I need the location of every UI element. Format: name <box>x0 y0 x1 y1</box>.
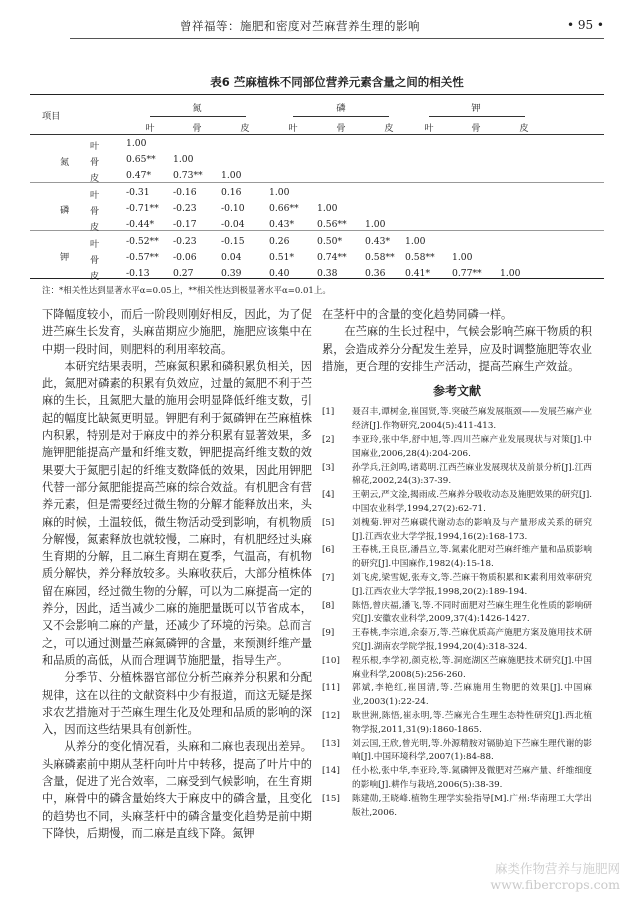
table-cell: -0.06 <box>173 252 197 264</box>
reference-item <box>322 434 592 462</box>
table-cell: 0.36 <box>365 268 386 280</box>
row-part-label: 叶 <box>90 239 100 251</box>
row-group-label: 氮 <box>60 156 70 168</box>
reference-number: [12] <box>322 711 340 722</box>
reference-item <box>322 710 592 738</box>
col-part-header: 叶 <box>145 123 155 134</box>
reference-number: [14] <box>322 766 340 777</box>
reference-text: 刘云国,王欣,曾光明,等.外源精胺对镉胁迫下苎麻生理代谢的影响[J].中国环境科学,2007(1):84-88. <box>352 738 592 763</box>
table-cell: -0.13 <box>126 268 150 280</box>
table-cell: 0.40 <box>269 268 290 280</box>
reference-text: 陈建勋,王晓峰.植物生理学实验指导[M].广州:华南理工大学出版社,2006. <box>352 793 592 818</box>
table-cell: 0.38 <box>317 268 338 280</box>
page-number: • 95 • <box>566 18 604 32</box>
col-part-header: 叶 <box>288 123 298 134</box>
table-cell: 0.74** <box>317 252 347 264</box>
row-part-label: 皮 <box>90 172 100 184</box>
reference-number: [1] <box>322 407 335 418</box>
table-cell: -0.10 <box>221 203 245 215</box>
col-part-header: 骨 <box>471 123 481 134</box>
reference-number: [3] <box>322 462 335 473</box>
table-cell: 0.58** <box>365 252 395 264</box>
reference-item <box>322 655 592 683</box>
reference-number: [15] <box>322 793 340 804</box>
reference-item <box>322 406 592 434</box>
left-column <box>42 306 312 842</box>
table-cell: 0.41* <box>405 268 431 280</box>
reference-number: [7] <box>322 573 335 584</box>
row-group-label: 磷 <box>60 204 70 216</box>
table-cell: 1.00 <box>126 138 147 149</box>
col-part-header: 皮 <box>519 123 529 134</box>
group-underline <box>150 116 246 117</box>
reference-item <box>322 544 592 572</box>
col-part-header: 叶 <box>424 123 434 134</box>
reference-item <box>322 462 592 490</box>
col-header-item: 项目 <box>42 111 61 122</box>
group-underline <box>429 116 525 117</box>
page-header <box>70 18 604 36</box>
reference-list <box>322 406 592 820</box>
row-part-label: 叶 <box>90 141 100 152</box>
reference-number: [10] <box>322 655 340 666</box>
table-cell: -0.23 <box>173 203 197 215</box>
reference-text: 程乐根,李学初,颜克松,等.洞庭湖区苎麻施肥技术研究[J].中国麻业科学,2008(5):256-260. <box>352 655 592 680</box>
col-part-header: 皮 <box>240 123 250 134</box>
reference-number: [13] <box>322 738 340 749</box>
references-heading: 参考文献 <box>432 384 481 399</box>
table-cell: 0.56** <box>317 219 347 230</box>
reference-text: 耿世洲,陈悟,崔永明,等.苎麻光合生理生态特性研究[J].西北植物学报,2011,31(9):1860-1865. <box>352 711 592 735</box>
watermark <box>490 861 620 893</box>
table-cell: 0.43* <box>269 219 295 230</box>
col-group-header: 氮 <box>192 103 202 114</box>
body-paragraph: 本研究结果表明，苎麻氮积累和磷积累负相关，因此，氮肥对磷素的积累有负效应，过量的氮肥不利于苎麻的生长，且氮肥大量的施用会明显降低纤维支数，引起的幅度比缺氮更明显。钾肥有利于氮磷钾在苎麻植株内积累，特别是对于麻皮中的养分积累有显著效果，多施钾肥能提高产量和纤维支数，钾肥提高纤维支数的效果要大于氮肥引起的纤维支数降低的效果，因此用钾肥代替一部分氮肥能提高苎麻的综合效益。有机肥含有营养元素，但是需要经过微生物的分解才能释放出来，头麻的时候，土温较低，微生物活动受到影响，有机物质分解慢，氮素释放也就较慢，二麻时，有机肥经过头麻生育期的分解，且二麻生育期在夏季，气温高，有机物质分解快，养分释放较多。头麻收获后，大部分植株体留在麻园，经过微生物的分解，可以为二麻提高一定的养分，因此，适当减少二麻的施肥量既可以节省成本，又不会影响二麻的产量，还减少了环境的污染。总而言之，可以通过测量苎麻氮磷钾的含量，来预测纤维产量和品质的高低，从而合理调节施肥量，指导生产。 <box>42 359 312 667</box>
row-group-rule <box>30 230 604 231</box>
reference-item <box>322 627 592 655</box>
table-cell: 0.50* <box>317 236 343 248</box>
reference-text: 王春桃,李宗道,余泰万,等.苎麻优质高产施肥方案及施用技术研究[J].湖南农学院学报,1994,20(4):318-324. <box>352 628 592 653</box>
reference-text: 孙学兵,汪剑鸣,诸葛明.江西苎麻业发展现状及前景分析[J].江西棉花,2002,24(3):37-39. <box>352 462 592 487</box>
reference-text: 刘飞虎,梁雪妮,张寿文,等.苎麻干物质积累和K素利用效率研究[J].江西农业大学学报,1998,20(2):189-194. <box>352 573 592 597</box>
reference-number: [8] <box>322 600 335 611</box>
table-cell: 1.00 <box>452 252 473 264</box>
reference-number: [9] <box>322 628 335 639</box>
table-cell: -0.57** <box>126 252 159 264</box>
body-paragraph: 在茎杆中的含量的变化趋势同磷一样。 <box>322 308 513 321</box>
reference-item <box>322 600 592 628</box>
table-cell: -0.52** <box>126 236 159 248</box>
table-cell: 0.77** <box>452 268 482 280</box>
row-part-label: 骨 <box>90 255 100 267</box>
row-group-label: 钾 <box>60 252 70 264</box>
col-part-header: 骨 <box>336 123 346 134</box>
row-part-label: 皮 <box>90 222 100 233</box>
reference-text: 任小松,张中华,李亚玲,等.氮磷钾及微肥对苎麻产量、纤维细度的影响[J].耕作与栽培,2006(5):38-39. <box>352 766 592 790</box>
table-cell: 0.73** <box>173 169 203 181</box>
table-cell: 0.26 <box>269 236 290 248</box>
reference-number: [5] <box>322 517 335 528</box>
table-cell: 0.27 <box>173 268 194 280</box>
row-part-label: 骨 <box>90 206 100 218</box>
running-title: 曾祥福等：施肥和密度对苎麻营养生理的影响 <box>180 19 420 33</box>
table-cell: -0.16 <box>173 187 197 199</box>
reference-number: [4] <box>322 490 335 501</box>
table-rule <box>30 134 604 135</box>
watermark-line2: www.fibercrops.com <box>490 877 620 892</box>
table-cell: -0.31 <box>126 187 150 199</box>
table-cell: 1.00 <box>221 169 242 181</box>
body-paragraph: 从养分的变化情况看，头麻和二麻也表现出差异。头麻磷素前中期从茎杆向叶片中转移，提高了叶片中的含量，促进了光合效率，二麻受到气候影响，在生育期中，麻骨中的磷含量始终大于麻皮中的磷含量，且变化的趋势也不同，头麻茎杆中的磷含量变化趋势是前中期下降快，后期慢，而二麻是直线下降。氮钾 <box>42 740 312 840</box>
reference-item <box>322 572 592 600</box>
table-cell: 1.00 <box>500 268 521 280</box>
table-cell: 1.00 <box>317 203 338 215</box>
table-cell: -0.44* <box>126 219 155 230</box>
reference-item <box>322 517 592 545</box>
reference-item <box>322 765 592 793</box>
table-cell: -0.04 <box>221 219 245 230</box>
col-part-header: 皮 <box>384 123 394 134</box>
table-cell: -0.17 <box>173 219 197 230</box>
reference-text: 郭斌,李艳红,崔国清,等.苎麻施用生物肥的效果[J].中国麻业,2003(1):22-24. <box>352 683 592 708</box>
row-part-label: 叶 <box>90 190 100 202</box>
reference-number: [2] <box>322 435 335 446</box>
table-cell: 0.51* <box>269 252 295 264</box>
table-cell: -0.15 <box>221 236 245 248</box>
watermark-line1: 麻类作物营养与施肥网 <box>494 861 620 876</box>
table-rule <box>30 94 604 95</box>
body-paragraph: 在苎麻的生长过程中，气候会影响苎麻干物质的积累，会造成养分分配发生差异，应及时调整施肥等农业措施，更合理的安排生产活动，提高苎麻生产效益。 <box>322 325 592 373</box>
table-cell: 1.00 <box>173 153 194 165</box>
col-part-header: 骨 <box>192 123 202 134</box>
reference-item <box>322 793 592 821</box>
row-part-label: 骨 <box>90 156 100 168</box>
reference-text: 刘槐菊.钾对苎麻碳代谢动态的影响及与产量形成关系的研究[J].江西农业大学学报,1994,16(2):168-173. <box>352 517 592 542</box>
table-cell: 1.00 <box>269 187 290 199</box>
reference-text: 王春桃,王良臣,潘昌立,等.氮素化肥对苎麻纤维产量和品质影响的研究[J].中国麻作,1982(4):15-18. <box>352 545 592 570</box>
table-cell: 0.16 <box>221 187 242 199</box>
row-group-rule <box>30 182 604 183</box>
table-cell: 0.43* <box>365 236 391 248</box>
reference-number: [6] <box>322 545 335 556</box>
reference-text: 聂召丰,谭树金,崔国贤,等.突破苎麻发展瓶颈——发展苎麻产业经济[J].作物研究,2004(5):411-413. <box>352 407 592 432</box>
reference-text: 王朝云,严文淦,揭雨成.苎麻养分吸收动态及施肥效果的研究[J].中国农业科学,1994,27(2):62-71. <box>352 490 592 515</box>
table-cell: 0.66** <box>269 203 299 215</box>
table-cell: 0.04 <box>221 252 242 264</box>
body-paragraph: 下降幅度较小，而后一阶段则刚好相反，因此，为了促进苎麻生长发育，头麻苗期应少施肥，施肥应该集中在中期一段时间，则肥料的利用率较高。 <box>42 308 312 356</box>
reference-number: [11] <box>322 683 340 694</box>
reference-item <box>322 682 592 710</box>
group-underline <box>293 116 389 117</box>
reference-item <box>322 489 592 517</box>
header-rule <box>70 38 604 39</box>
col-group-header: 钾 <box>471 103 481 114</box>
reference-text: 陈悟,曾庆福,潘飞,等.不同时面肥对苎麻生理生化性质的影响研究[J].安徽农业科学,2009,37(4):1426-1427. <box>352 600 592 625</box>
reference-text: 李亚玲,张中华,舒中旭,等.四川苎麻产业发展现状与对策[J].中国麻业,2006,28(4):204-206. <box>352 435 592 459</box>
body-paragraph: 分季节、分植株器官部位分析苎麻养分积累和分配规律，这在以往的文献资料中少有报道，而这无疑是探求农艺措施对于苎麻生理生化及处理和品质的影响的深入，因而这些结果具有创新性。 <box>42 671 312 737</box>
table-note: 注：*相关性达到显著水平α=0.05上，**相关性达到极显著水平α=0.01上。 <box>42 286 331 296</box>
table-cell: 1.00 <box>405 236 426 248</box>
reference-item <box>322 738 592 766</box>
row-part-label: 皮 <box>90 271 100 283</box>
table-cell: 0.58** <box>405 252 435 264</box>
table-cell: 1.00 <box>365 219 386 230</box>
table-cell: 0.65** <box>126 153 156 165</box>
table-cell: 0.47* <box>126 169 152 181</box>
table-title: 表6 苎麻植株不同部位营养元素含量之间的相关性 <box>210 75 464 89</box>
table-cell: -0.71** <box>126 203 159 215</box>
table-cell: -0.23 <box>173 236 197 248</box>
right-column <box>322 306 592 820</box>
table-cell: 0.39 <box>221 268 242 280</box>
col-group-header: 磷 <box>336 103 346 114</box>
